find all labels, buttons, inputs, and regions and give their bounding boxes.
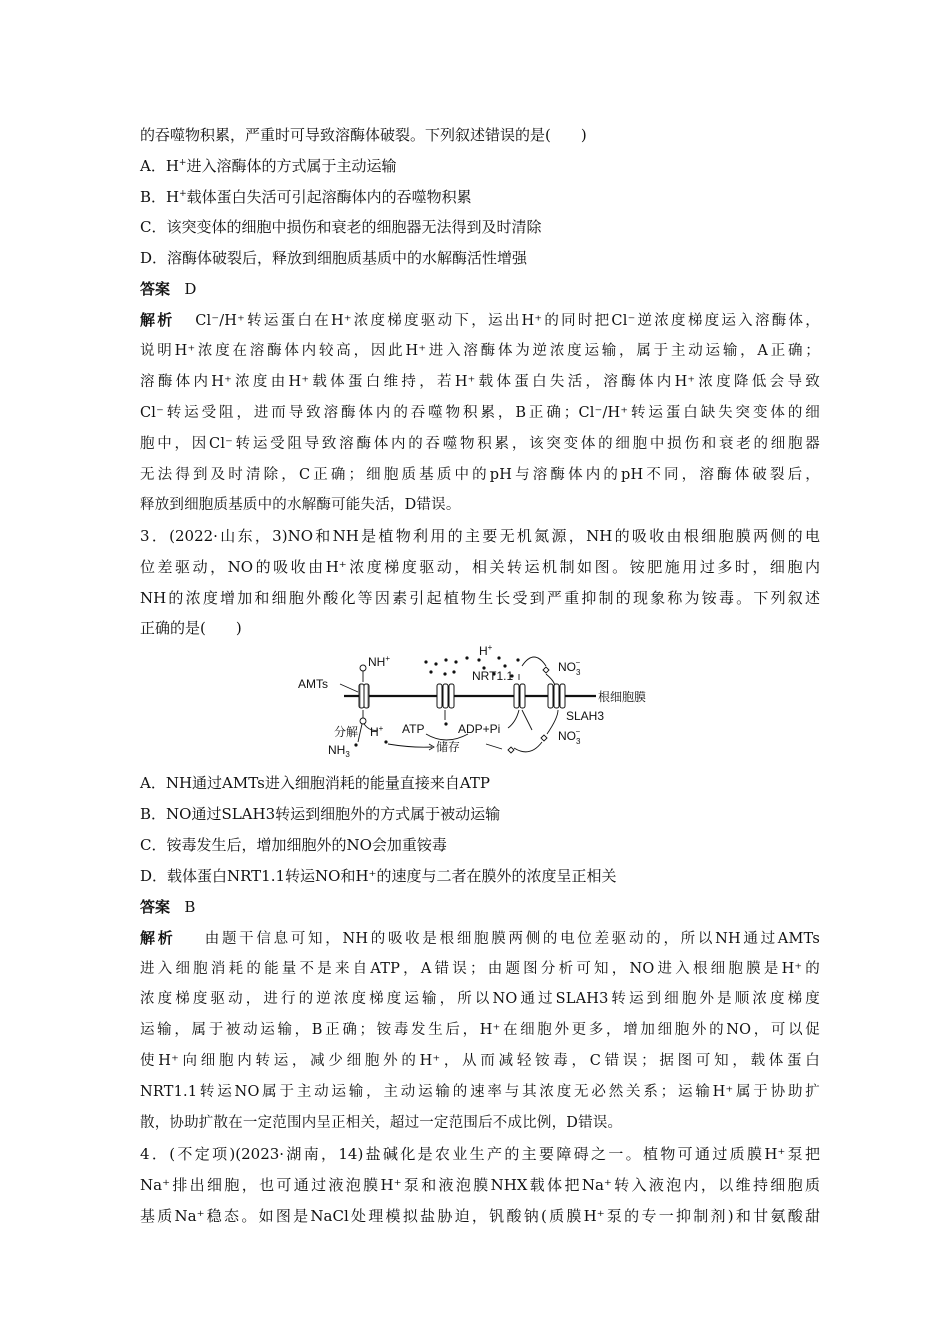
slah3-label: SLAH3	[566, 709, 605, 723]
nrt-channel	[514, 684, 525, 708]
q4-stem-line: 基质Na⁺稳态。如图是NaCl处理模拟盐胁迫，钒酸钠(质膜H⁺泵的专一抑制剂)和甘氨酸甜	[140, 1207, 820, 1225]
q2-analysis-line: 胞中，因Cl⁻转运受阻导致溶酶体内的吞噬物积累，该突变体的细胞中损伤和衰老的细胞器	[140, 436, 820, 452]
q3-option-d: D．载体蛋白NRT1.1转运NO和H⁺的速度与二者在膜外的浓度呈正相关	[140, 867, 617, 885]
nh3-label: $NH_3$	[328, 743, 350, 759]
answer-value: D	[184, 280, 197, 298]
q3-analysis-line: 散，协助扩散在一定范围内呈正相关，超过一定范围后不成比例，D错误。	[140, 1115, 623, 1131]
q4-stem-line: 4．(不定项)(2023·湖南，14)盐碱化是农业生产的主要障碍之一。植物可通过质膜H⁺泵把	[140, 1145, 820, 1163]
q3-option-c: C．铵毒发生后，增加细胞外的NO会加重铵毒	[140, 836, 447, 854]
amts-label: AMTs	[298, 677, 328, 691]
transport-diagram	[296, 643, 647, 759]
no3-bottom-label: $NO_3-$	[558, 727, 581, 746]
storage-label: 储存	[436, 740, 461, 754]
q3-analysis-line: 运输，属于被动运输，B正确；铵毒发生后，H⁺在细胞外更多，增加细胞外的NO，可以促	[140, 1022, 820, 1038]
membrane-label: 根细胞膜	[598, 690, 647, 704]
q2-answer	[140, 278, 820, 300]
q3-stem-line: 正确的是( )	[140, 619, 242, 637]
slah3-channel	[548, 684, 565, 708]
atpase-pump	[437, 684, 454, 708]
q2-option-a: A．H+进入溶酶体的方式属于主动运输	[140, 157, 397, 175]
q2-option-b: B．H+载体蛋白失活可引起溶酶体内的吞噬物积累	[140, 188, 472, 206]
nh4-ion	[360, 665, 366, 671]
h-top-label: H+	[479, 643, 493, 658]
q3-stem-line: 位差驱动，NO的吸收由H⁺浓度梯度驱动，相关转运机制如图。铵肥施用过多时，细胞内	[140, 558, 820, 576]
analysis-label: 解析	[140, 929, 176, 947]
q4-stem-line: Na⁺排出细胞，也可通过液泡膜H⁺泵和液泡膜NHX载体把Na⁺转入液泡内，以维持细胞质	[140, 1176, 820, 1194]
q2-option-c: C．该突变体的细胞中损伤和衰老的细胞器无法得到及时清除	[140, 218, 542, 236]
h-inner-label: H+	[370, 724, 384, 739]
q3-analysis-line: 进入细胞消耗的能量不是来自ATP，A错误；由题图分析可知，NO进入根细胞膜是H⁺的	[140, 961, 820, 977]
q3-stem-line: NH的浓度增加和细胞外酸化等因素引起植物生长受到严重抑制的现象称为铵毒。下列叙述	[140, 589, 820, 607]
q3-analysis-line: NRT1.1转运NO属于主动运输，主动运输的速率与其浓度无必然关系；运输H⁺属于协助扩	[140, 1084, 820, 1100]
q3-option-b: B．NO通过SLAH3转运到细胞外的方式属于被动运输	[140, 805, 501, 823]
q2-stem-end: 的吞噬物积累，严重时可导致溶酶体破裂。下列叙述错误的是( )	[140, 126, 587, 144]
decompose-label: 分解	[334, 725, 359, 739]
answer-value: B	[184, 898, 196, 916]
q3-stem-line: 3．(2022·山东，3)NO和NH是植物利用的主要无机氮源，NH的吸收由根细胞膜两侧的电	[140, 527, 820, 545]
q2-analysis-line: 溶酶体内H⁺浓度由H⁺载体蛋白维持，若H⁺载体蛋白失活，溶酶体内H⁺浓度降低会导致	[140, 374, 820, 390]
atp-label: ATP	[402, 722, 425, 736]
q2-option-d: D．溶酶体破裂后，释放到细胞质基质中的水解酶活性增强	[140, 249, 528, 267]
q3-option-a: A．NH通过AMTs进入细胞消耗的能量直接来自ATP	[140, 774, 490, 792]
answer-label: 答案	[140, 898, 171, 916]
q3-analysis-line: 使H⁺向细胞内转运，减少细胞外的H⁺，从而减轻铵毒，C错误；据图可知，载体蛋白	[140, 1053, 820, 1069]
q3-answer	[140, 896, 820, 918]
nh4-label: NH+	[368, 654, 391, 669]
no3-top-label: $NO_3-$	[558, 658, 581, 677]
adp-label: ADP+Pi	[458, 722, 501, 736]
answer-label: 答案	[140, 280, 171, 298]
nrt-label: NRT1.1	[472, 669, 514, 683]
q2-analysis-line: 无法得到及时清除，C正确；细胞质基质中的pH与溶酶体内的pH不同，溶酶体破裂后，	[140, 467, 820, 483]
q2-analysis-line: 解析 Cl⁻/H⁺转运蛋白在H⁺浓度梯度驱动下，运出H⁺的同时把Cl⁻逆浓度梯度运入溶酶体，	[140, 311, 820, 329]
q3-analysis-line: 解析 由题干信息可知，NH的吸收是根细胞膜两侧的电位差驱动的，所以NH通过AMTs	[140, 929, 820, 947]
amts-channel	[359, 684, 369, 708]
analysis-label: 解析	[140, 311, 175, 329]
q2-analysis-line: 释放到细胞质基质中的水解酶可能失活，D错误。	[140, 497, 461, 513]
q3-analysis-line: 浓度梯度驱动，进行的逆浓度梯度运输，所以NO通过SLAH3转运到细胞外是顺浓度梯度	[140, 991, 820, 1007]
q2-analysis-line: Cl⁻转运受阻，进而导致溶酶体内的吞噬物积累，B正确；Cl⁻/H⁺转运蛋白缺失突变体的细	[140, 405, 820, 421]
q2-analysis-line: 说明H⁺浓度在溶酶体内较高，因此H⁺进入溶酶体为逆浓度运输，属于主动运输，A正确；	[140, 343, 820, 359]
